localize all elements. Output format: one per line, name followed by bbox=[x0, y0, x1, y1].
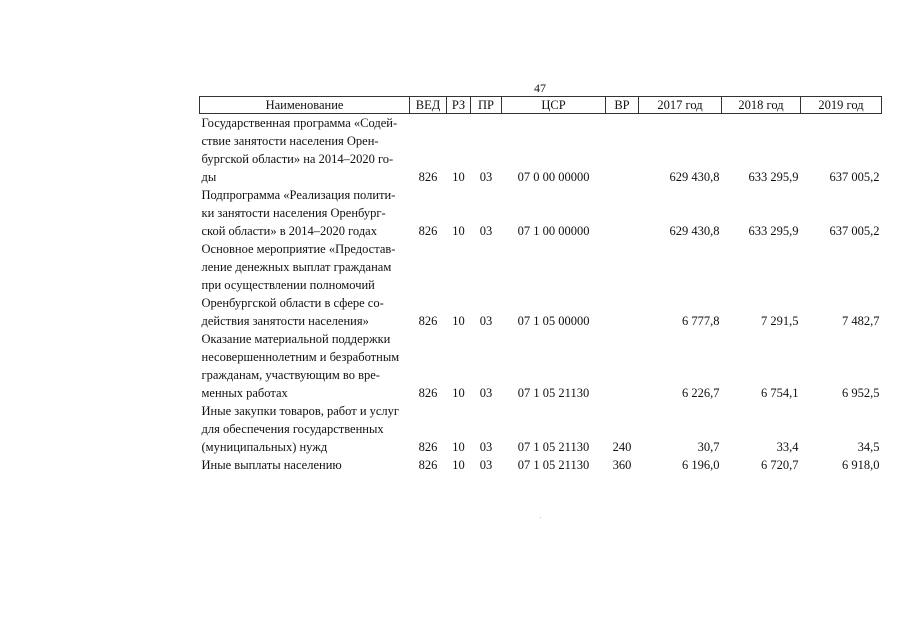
row-name: Подпрограмма «Реализация полити-ки занятости населения Оренбург-ской области» в 2014–2020 годах bbox=[201, 188, 396, 238]
row-2017: 30,7 bbox=[697, 440, 720, 454]
row-2018: 6 754,1 bbox=[761, 386, 799, 400]
row-name: Оказание материальной поддержки несовершеннолетним и безработным гражданам, участвующим во вре-менных работах bbox=[201, 332, 400, 400]
header-csr: ЦСР bbox=[502, 97, 606, 114]
row-2019: 7 482,7 bbox=[842, 314, 880, 328]
row-csr: 07 1 00 00000 bbox=[517, 224, 590, 238]
table-row bbox=[200, 456, 882, 474]
row-2019: 6 918,0 bbox=[842, 458, 880, 472]
row-ved: 826 bbox=[418, 314, 438, 328]
row-name: Государственная программа «Содей-ствие занятости населения Орен-бургской области» на 2014–2020 го-ды bbox=[201, 116, 398, 184]
row-csr: 07 1 05 21130 bbox=[517, 440, 590, 454]
row-csr: 07 1 05 21130 bbox=[517, 458, 590, 472]
row-2019: 637 005,2 bbox=[829, 170, 880, 184]
row-2017: 6 226,7 bbox=[682, 386, 720, 400]
scan-speck bbox=[540, 517, 541, 518]
row-pr: 03 bbox=[479, 314, 493, 328]
row-2017: 629 430,8 bbox=[669, 170, 720, 184]
row-2017: 6 196,0 bbox=[682, 458, 720, 472]
page-number: 47 bbox=[534, 81, 546, 95]
row-2018: 6 720,7 bbox=[761, 458, 799, 472]
header-vr: ВР bbox=[606, 97, 639, 114]
table-row bbox=[200, 186, 882, 240]
row-ved: 826 bbox=[418, 440, 438, 454]
row-name: Иные закупки товаров, работ и услуг для обеспечения государственных (муниципальных) нужд bbox=[201, 404, 400, 454]
row-rz: 10 bbox=[452, 386, 465, 400]
header-2018: 2018 год bbox=[722, 97, 801, 114]
row-vr bbox=[606, 240, 639, 330]
row-2019: 637 005,2 bbox=[829, 224, 880, 238]
row-pr: 03 bbox=[479, 224, 493, 238]
row-rz: 10 bbox=[452, 170, 465, 184]
row-2019: 34,5 bbox=[857, 440, 880, 454]
row-rz: 10 bbox=[452, 458, 465, 472]
row-pr: 03 bbox=[479, 386, 493, 400]
row-vr bbox=[606, 330, 639, 402]
row-csr: 07 0 00 00000 bbox=[517, 170, 590, 184]
row-ved: 826 bbox=[418, 224, 438, 238]
row-vr bbox=[606, 186, 639, 240]
table-row bbox=[200, 240, 882, 330]
table-header-row bbox=[200, 97, 882, 114]
row-rz: 10 bbox=[452, 224, 465, 238]
header-2019: 2019 год bbox=[801, 97, 882, 114]
row-2017: 6 777,8 bbox=[682, 314, 720, 328]
table-row bbox=[200, 114, 882, 187]
row-pr: 03 bbox=[479, 458, 493, 472]
header-2017: 2017 год bbox=[639, 97, 722, 114]
row-rz: 10 bbox=[452, 440, 465, 454]
row-rz: 10 bbox=[452, 314, 465, 328]
header-pr: ПР bbox=[471, 97, 502, 114]
row-ved: 826 bbox=[418, 458, 438, 472]
row-ved: 826 bbox=[418, 386, 438, 400]
table-row bbox=[200, 402, 882, 456]
row-2018: 33,4 bbox=[776, 440, 799, 454]
header-ved: ВЕД bbox=[410, 97, 447, 114]
row-2019: 6 952,5 bbox=[842, 386, 880, 400]
row-ved: 826 bbox=[418, 170, 438, 184]
row-name: Иные выплаты населению bbox=[201, 458, 342, 472]
table-row bbox=[200, 330, 882, 402]
row-name: Основное мероприятие «Предостав-ление денежных выплат гражданам при осуществлении полномочий Оренбургской области в сфере со-действия занятости населения» bbox=[201, 242, 396, 328]
header-rz: РЗ bbox=[447, 97, 471, 114]
row-2018: 633 295,9 bbox=[748, 170, 799, 184]
row-2018: 7 291,5 bbox=[761, 314, 799, 328]
row-2017: 629 430,8 bbox=[669, 224, 720, 238]
row-vr bbox=[606, 114, 639, 187]
row-pr: 03 bbox=[479, 170, 493, 184]
row-pr: 03 bbox=[479, 440, 493, 454]
row-csr: 07 1 05 00000 bbox=[517, 314, 590, 328]
budget-table bbox=[199, 96, 882, 474]
header-name: Наименование bbox=[200, 97, 410, 114]
row-vr: 240 bbox=[612, 440, 632, 454]
row-2018: 633 295,9 bbox=[748, 224, 799, 238]
row-csr: 07 1 05 21130 bbox=[517, 386, 590, 400]
row-vr: 360 bbox=[612, 458, 632, 472]
